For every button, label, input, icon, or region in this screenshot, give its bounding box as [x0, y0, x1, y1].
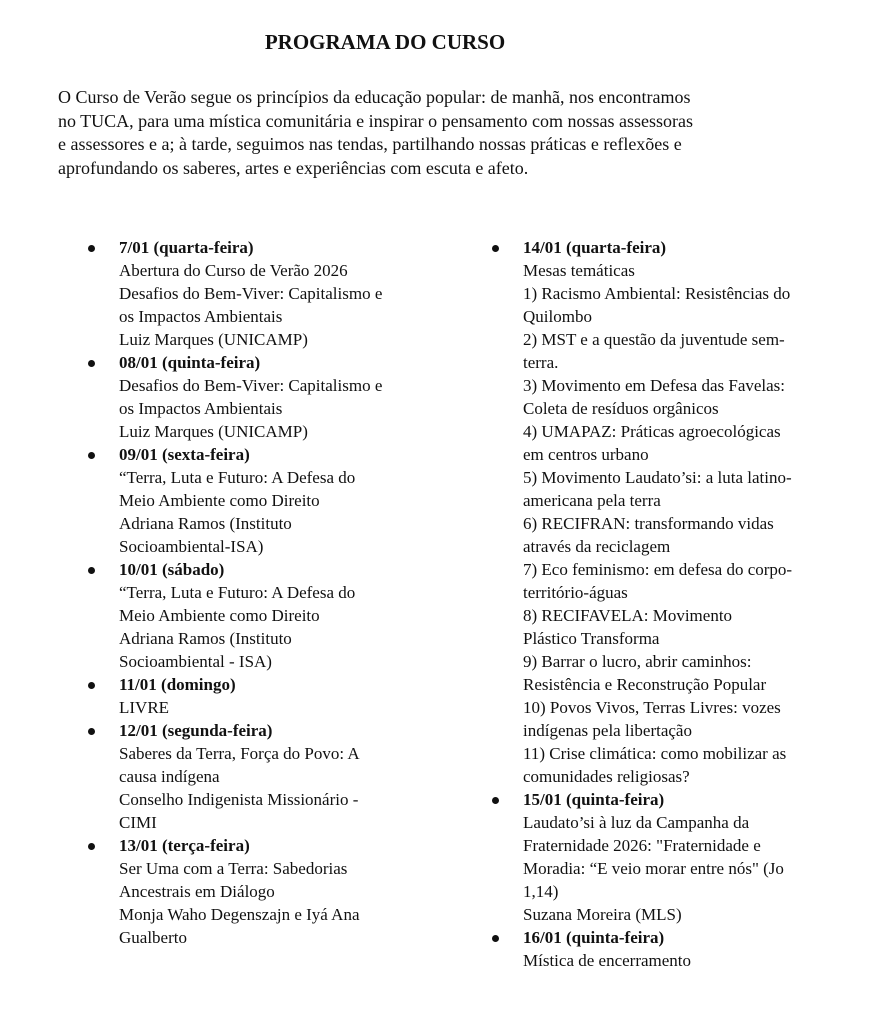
intro-line: O Curso de Verão segue os princípios da educação popular: de manhã, nos encontramos: [58, 87, 691, 107]
schedule-entry: [88, 236, 448, 351]
schedule-line: Laudato’si à luz da Campanha da: [523, 813, 750, 832]
schedule-line: os Impactos Ambientais: [119, 307, 283, 326]
schedule-entry: [492, 926, 852, 972]
bullet-icon: [88, 360, 95, 367]
schedule-line: Moradia: “E veio morar entre nós" (Jo: [523, 859, 784, 878]
schedule-line: Monja Waho Degenszajn e Iyá Ana: [119, 905, 360, 924]
schedule-line: 2) MST e a questão da juventude sem-: [523, 330, 785, 349]
schedule-line: Desafios do Bem-Viver: Capitalismo e: [119, 376, 383, 395]
schedule-line: CIMI: [119, 813, 157, 832]
bullet-icon: [88, 452, 95, 459]
schedule-line: em centros urbano: [523, 445, 649, 464]
schedule-entry: [492, 788, 852, 926]
schedule-entry: [88, 673, 448, 719]
schedule-line: 7) Eco feminismo: em defesa do corpo-: [523, 560, 793, 579]
schedule-line: 4) UMAPAZ: Práticas agroecológicas: [523, 422, 781, 441]
schedule-line: americana pela terra: [523, 491, 661, 510]
schedule-line: Conselho Indigenista Missionário -: [119, 790, 359, 809]
bullet-icon: [88, 682, 95, 689]
schedule-line: Luiz Marques (UNICAMP): [119, 330, 308, 349]
schedule-entry: [88, 443, 448, 558]
schedule-line: Luiz Marques (UNICAMP): [119, 422, 308, 441]
schedule-line: os Impactos Ambientais: [119, 399, 283, 418]
schedule-line: 5) Movimento Laudato’si: a luta latino-: [523, 468, 792, 487]
schedule-line: 8) RECIFAVELA: Movimento: [523, 606, 733, 625]
schedule-line: Coleta de resíduos orgânicos: [523, 399, 719, 418]
schedule-date: 15/01 (quinta-feira): [523, 790, 665, 809]
schedule-line: indígenas pela libertação: [523, 721, 692, 740]
schedule-entry: [88, 558, 448, 673]
schedule-line: Mesas temáticas: [523, 261, 635, 280]
schedule-line: Adriana Ramos (Instituto: [119, 629, 292, 648]
schedule-left-column: [88, 236, 448, 949]
schedule-entry: [88, 351, 448, 443]
schedule-date: 7/01 (quarta-feira): [119, 238, 254, 257]
bullet-icon: [88, 843, 95, 850]
bullet-icon: [88, 728, 95, 735]
schedule-line: Socioambiental - ISA): [119, 652, 272, 671]
schedule-line: Plástico Transforma: [523, 629, 660, 648]
schedule-line: Socioambiental-ISA): [119, 537, 264, 556]
bullet-icon: [492, 245, 499, 252]
schedule-line: Gualberto: [119, 928, 187, 947]
schedule-line: através da reciclagem: [523, 537, 671, 556]
schedule-line: LIVRE: [119, 698, 170, 717]
schedule-line: Abertura do Curso de Verão 2026: [119, 261, 348, 280]
schedule-date: 11/01 (domingo): [119, 675, 236, 694]
schedule-line: território-águas: [523, 583, 628, 602]
schedule-line: Quilombo: [523, 307, 592, 326]
schedule-date: 12/01 (segunda-feira): [119, 721, 273, 740]
bullet-icon: [492, 935, 499, 942]
schedule-line: 1,14): [523, 882, 559, 901]
schedule-line: 10) Povos Vivos, Terras Livres: vozes: [523, 698, 781, 717]
bullet-icon: [88, 245, 95, 252]
schedule-line: Saberes da Terra, Força do Povo: A: [119, 744, 360, 763]
schedule-line: “Terra, Luta e Futuro: A Defesa do: [119, 468, 356, 487]
schedule-line: 3) Movimento em Defesa das Favelas:: [523, 376, 786, 395]
schedule-line: 11) Crise climática: como mobilizar as: [523, 744, 787, 763]
schedule-entry: [492, 236, 852, 788]
intro-line: e assessores e a; à tarde, seguimos nas tendas, partilhando nossas práticas e reflexões e: [58, 134, 682, 154]
intro-line: no TUCA, para uma mística comunitária e inspirar o pensamento com nossas assessoras: [58, 110, 694, 131]
intro-paragraph: [58, 86, 778, 180]
schedule-date: 14/01 (quarta-feira): [523, 238, 667, 257]
schedule-line: 1) Racismo Ambiental: Resistências do: [523, 284, 791, 303]
schedule-line: Fraternidade 2026: "Fraternidade e: [523, 836, 761, 855]
schedule-date: 13/01 (terça-feira): [119, 836, 250, 855]
schedule-line: 9) Barrar o lucro, abrir caminhos:: [523, 652, 752, 671]
schedule-line: Meio Ambiente como Direito: [119, 606, 320, 625]
schedule-line: Ancestrais em Diálogo: [119, 882, 275, 901]
schedule-line: Adriana Ramos (Instituto: [119, 514, 292, 533]
schedule-entry: [88, 719, 448, 834]
bullet-icon: [88, 567, 95, 574]
schedule-line: Resistência e Reconstrução Popular: [523, 675, 767, 694]
schedule-line: Ser Uma com a Terra: Sabedorias: [119, 859, 348, 878]
schedule-entry: [88, 834, 448, 949]
page-title: PROGRAMA DO CURSO: [264, 30, 506, 54]
schedule-right-column: [492, 236, 852, 972]
schedule-date: 10/01 (sábado): [119, 560, 225, 579]
schedule-line: “Terra, Luta e Futuro: A Defesa do: [119, 583, 356, 602]
schedule-line: Suzana Moreira (MLS): [523, 905, 682, 924]
schedule-line: Meio Ambiente como Direito: [119, 491, 320, 510]
schedule-date: 08/01 (quinta-feira): [119, 353, 261, 372]
schedule-line: causa indígena: [119, 767, 220, 786]
schedule-line: Mística de encerramento: [523, 951, 692, 970]
schedule-line: 6) RECIFRAN: transformando vidas: [523, 514, 774, 533]
schedule-line: comunidades religiosas?: [523, 767, 690, 786]
intro-line: aprofundando os saberes, artes e experiências com escuta e afeto.: [58, 157, 529, 178]
schedule-date: 09/01 (sexta-feira): [119, 445, 250, 464]
schedule-line: Desafios do Bem-Viver: Capitalismo e: [119, 284, 383, 303]
bullet-icon: [492, 797, 499, 804]
schedule-line: terra.: [523, 353, 559, 372]
schedule-date: 16/01 (quinta-feira): [523, 928, 665, 947]
